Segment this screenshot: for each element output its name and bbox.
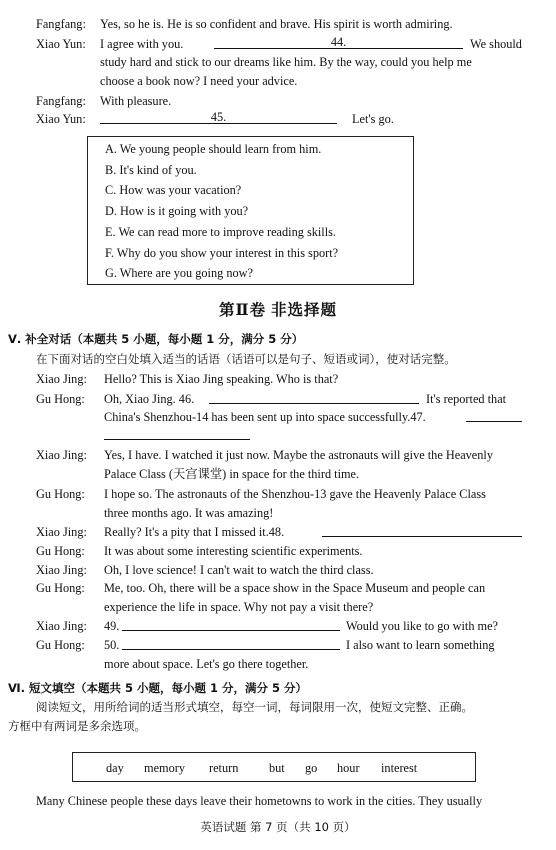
- word-box: [72, 752, 476, 782]
- speaker: Xiao Jing:: [36, 448, 87, 462]
- blank-number: 44.: [330, 35, 347, 49]
- blank-47[interactable]: [466, 408, 522, 427]
- blank-44[interactable]: [214, 35, 463, 54]
- speaker: Gu Hong:: [36, 487, 85, 501]
- line-text: 50.: [104, 638, 120, 652]
- option-e: E. We can read more to improve reading skills.: [105, 225, 336, 239]
- line-text: Yes, I have. I watched it just now. Maybe the astronauts will give the Heavenly: [104, 448, 493, 462]
- blank-45[interactable]: [100, 110, 337, 129]
- line-text: It's reported that: [426, 392, 507, 406]
- blank-48[interactable]: [322, 523, 522, 542]
- line-text: Hello? This is Xiao Jing speaking. Who is that?: [104, 372, 339, 386]
- speaker: Xiao Jing:: [36, 372, 87, 386]
- page-footer: 英语试题 第 7 页（共 10 页）: [200, 820, 356, 834]
- line-text: Me, too. Oh, there will be a space show in the Space Museum and people can: [104, 581, 486, 595]
- line-text: I agree with you.: [100, 37, 184, 51]
- option-a: A. We young people should learn from him.: [105, 142, 322, 156]
- word-option: day: [106, 761, 124, 775]
- line-text: I hope so. The astronauts of the Shenzhou-13 gave the Heavenly Palace Class: [104, 487, 486, 501]
- speaker: Xiao Yun:: [36, 37, 86, 51]
- speaker: Gu Hong:: [36, 581, 85, 595]
- blank-50[interactable]: [122, 636, 340, 655]
- option-g: G. Where are you going now?: [105, 266, 253, 280]
- word-option: memory: [144, 761, 185, 775]
- section-five-heading: Ⅴ. 补全对话（本题共 5 小题，每小题 1 分，满分 5 分）: [8, 332, 304, 346]
- line-text: Yes, so he is. He is so confident and brave. His spirit is worth admiring.: [100, 17, 453, 31]
- line-text: I also want to learn something: [346, 638, 495, 652]
- line-text: study hard and stick to our dreams like him. By the way, could you help me: [100, 55, 472, 69]
- line-text: We should: [470, 37, 522, 51]
- speaker: Gu Hong:: [36, 392, 85, 406]
- passage-text: Many Chinese people these days leave their hometowns to work in the cities. They usually: [36, 794, 483, 808]
- option-c: C. How was your vacation?: [105, 183, 242, 197]
- option-f: F. Why do you show your interest in this sport?: [105, 246, 339, 260]
- speaker: Xiao Jing:: [36, 619, 87, 633]
- line-text: Oh, Xiao Jing. 46.: [104, 392, 195, 406]
- speaker: Xiao Yun:: [36, 112, 86, 126]
- blank-49[interactable]: [122, 617, 340, 636]
- blank-46[interactable]: [209, 390, 419, 409]
- speaker: Gu Hong:: [36, 544, 85, 558]
- word-option: hour: [337, 761, 360, 775]
- speaker: Fangfang:: [36, 17, 86, 31]
- line-text: three months ago. It was amazing!: [104, 506, 274, 520]
- part-two-title: 第Ⅱ卷 非选择题: [219, 302, 337, 319]
- line-text: experience the life in space. Why not pay a visit there?: [104, 600, 374, 614]
- word-option: but: [269, 761, 285, 775]
- options-box: [87, 136, 414, 285]
- line-text: Let's go.: [352, 112, 394, 126]
- section-six-heading: Ⅵ. 短文填空（本题共 5 小题，每小题 1 分，满分 5 分）: [8, 681, 308, 695]
- line-text: Palace Class (天宫课堂) in space for the third time.: [104, 467, 360, 481]
- line-text: China's Shenzhou-14 has been sent up into space successfully.47.: [104, 410, 426, 424]
- line-text: choose a book now? I need your advice.: [100, 74, 298, 88]
- speaker: Xiao Jing:: [36, 563, 87, 577]
- option-d: D. How is it going with you?: [105, 204, 249, 218]
- line-text: Would you like to go with me?: [346, 619, 499, 633]
- speaker: Fangfang:: [36, 94, 86, 108]
- speaker: Gu Hong:: [36, 638, 85, 652]
- word-option: interest: [381, 761, 418, 775]
- word-option: return: [209, 761, 239, 775]
- blank-number: 45.: [210, 110, 227, 124]
- section-five-instruction: 在下面对话的空白处填入适当的话语（话语可以是句子、短语或词），使对话完整。: [36, 352, 456, 366]
- line-text: 49.: [104, 619, 120, 633]
- blank-47-cont[interactable]: [104, 426, 250, 445]
- speaker: Xiao Jing:: [36, 525, 87, 539]
- line-text: Oh, I love science! I can't wait to watch the third class.: [104, 563, 374, 577]
- line-text: It was about some interesting scientific experiments.: [104, 544, 363, 558]
- section-six-instruction-2: 方框中有两词是多余选项。: [8, 719, 146, 733]
- line-text: Really? It's a pity that I missed it.48.: [104, 525, 285, 539]
- word-option: go: [305, 761, 318, 775]
- line-text: With pleasure.: [100, 94, 172, 108]
- section-six-instruction: 阅读短文，用所给词的适当形式填空，每空一词，每词限用一次，使短文完整、正确。: [36, 700, 473, 714]
- option-b: B. It's kind of you.: [105, 163, 197, 177]
- line-text: more about space. Let's go there together.: [104, 657, 309, 671]
